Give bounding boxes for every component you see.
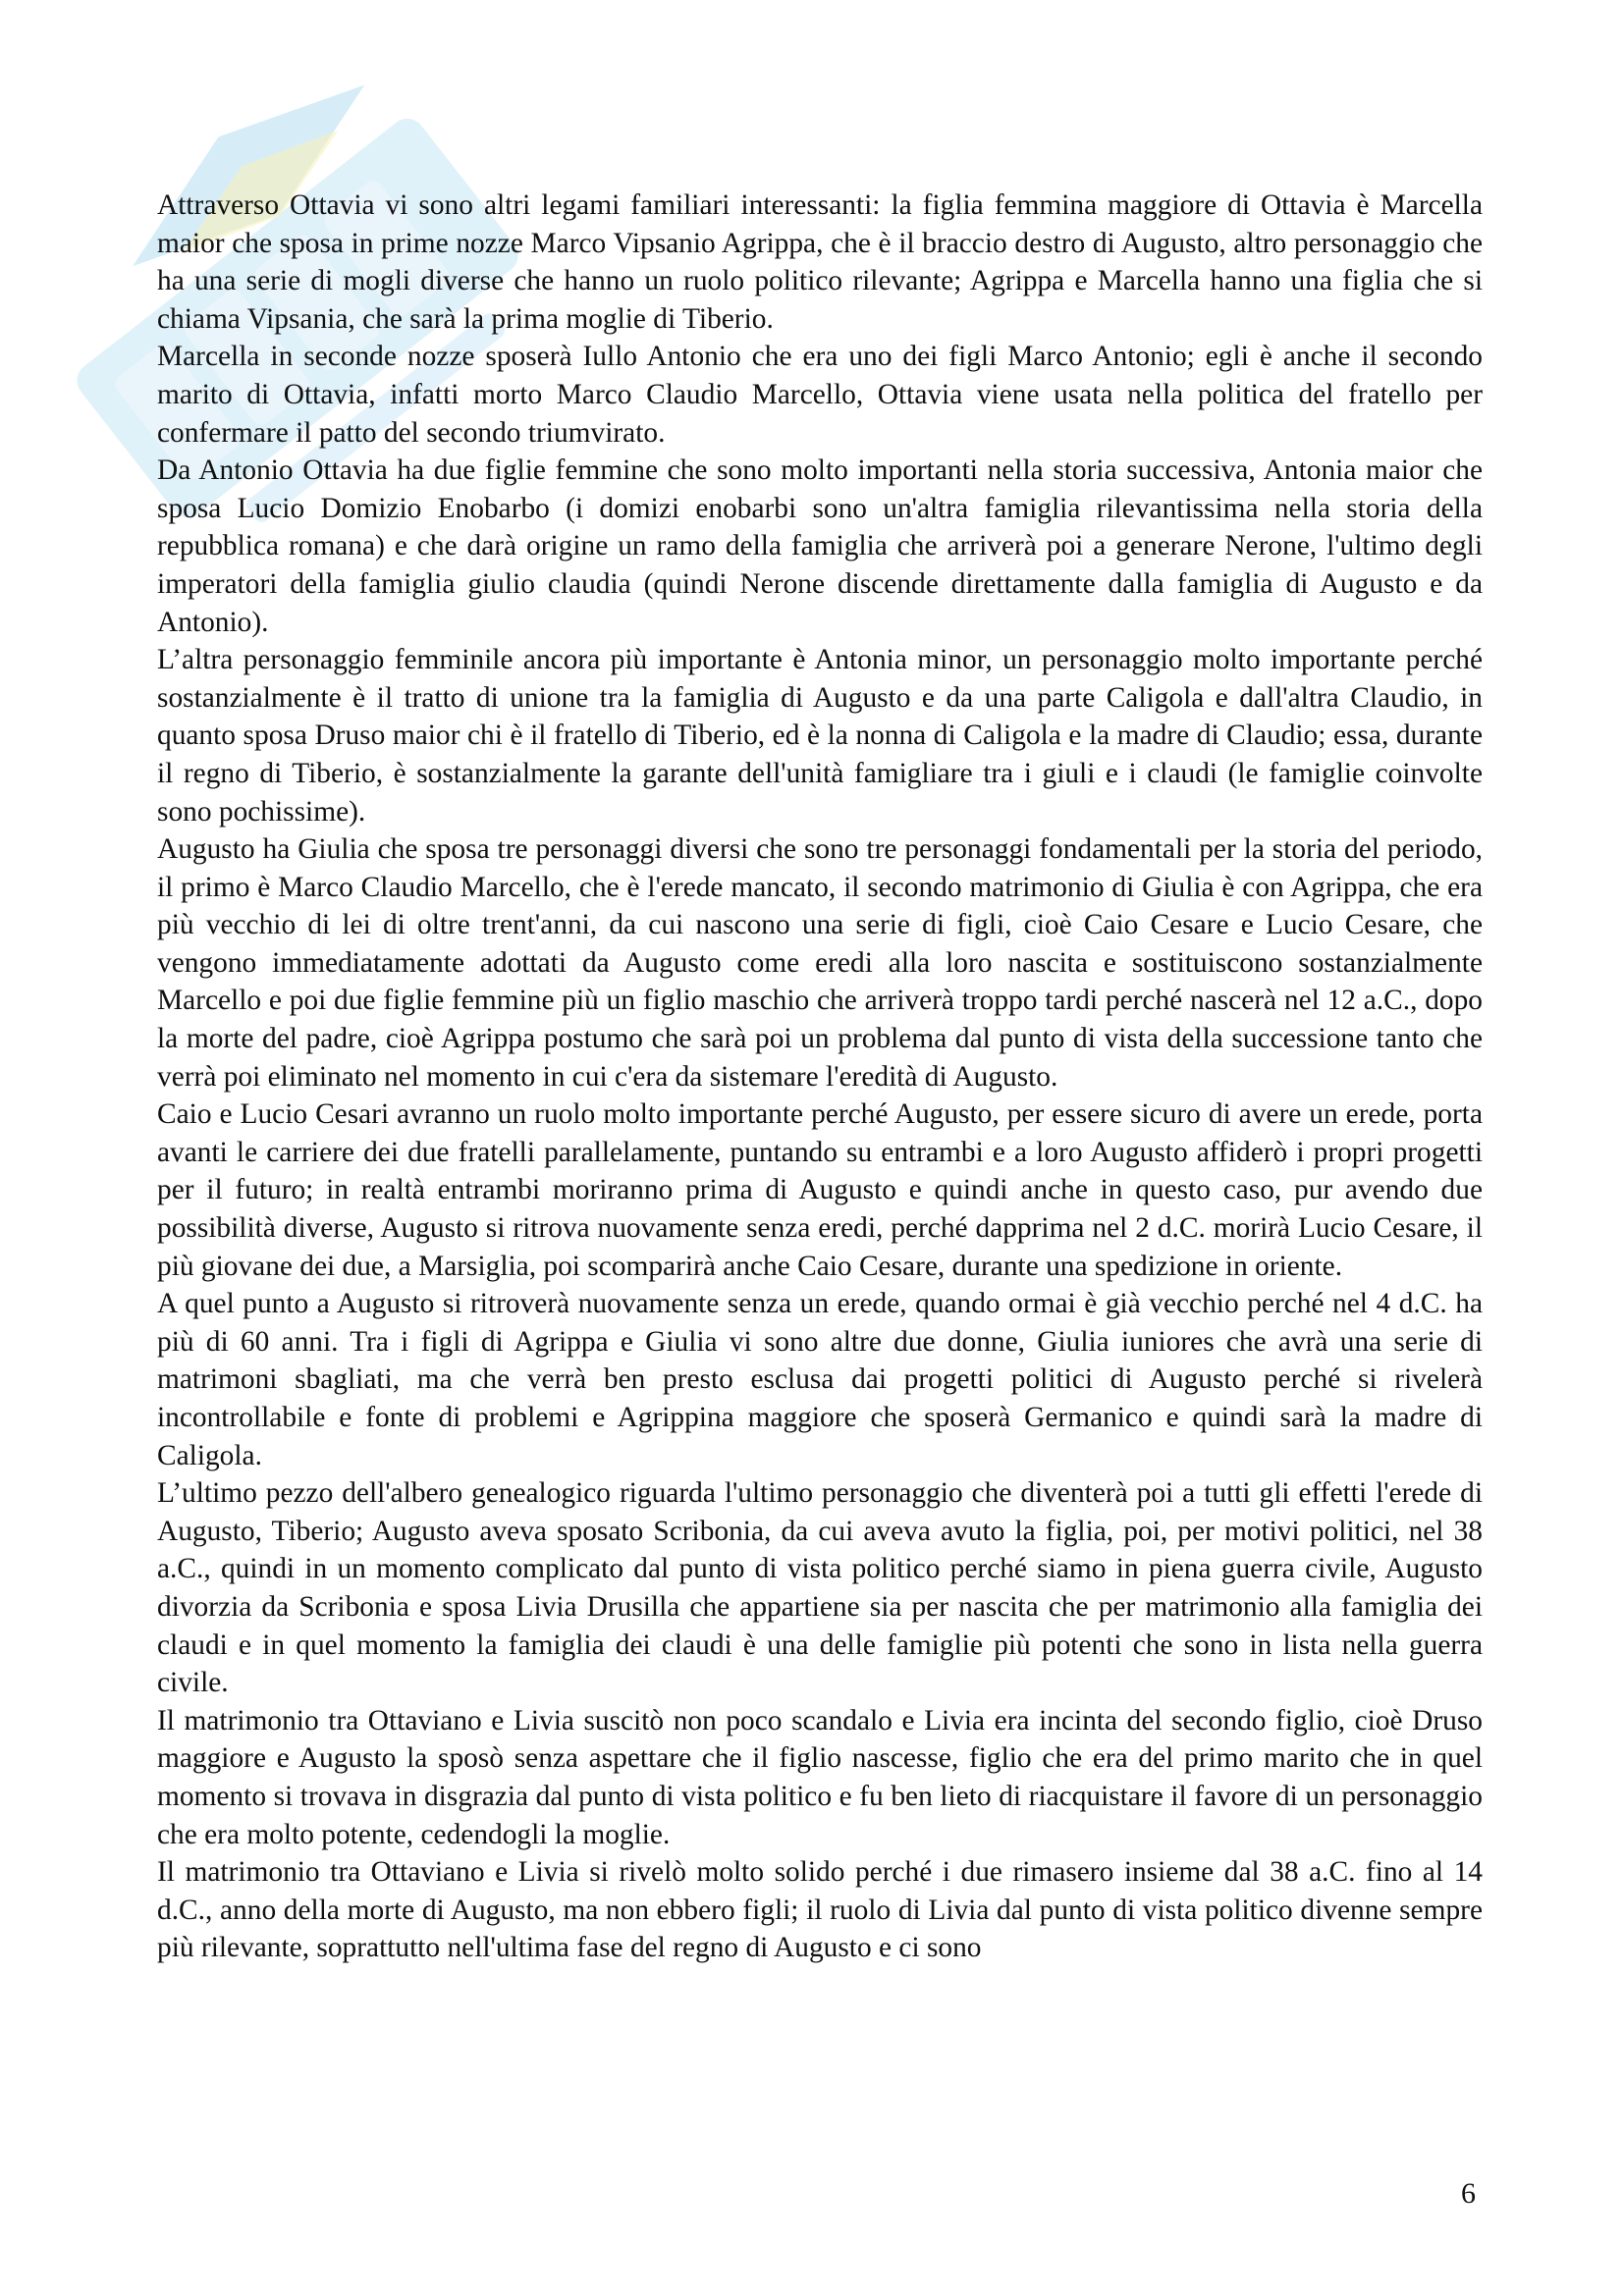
paragraph: Caio e Lucio Cesari avranno un ruolo molto importante perché Augusto, per essere sicuro di avere un erede, porta avanti le carriere dei due fratelli parallelamente, puntando su entrambi e a loro Augusto affiderò i propri progetti per il futuro; in realtà entrambi moriranno prima di Augusto e quindi anche in questo caso, pur avendo due possibilità diverse, Augusto si ritrova nuovamente senza eredi, perché dapprima nel 2 d.C. morirà Lucio Cesare, il più giovane dei due, a Marsiglia, poi scomparirà anche Caio Cesare, durante una spedizione in oriente. bbox=[157, 1098, 1483, 1282]
paragraph: Augusto ha Giulia che sposa tre personaggi diversi che sono tre personaggi fondamentali per la storia del periodo, il primo è Marco Claudio Marcello, che è l'erede mancato, il secondo matrimonio di Giulia è con Agrippa, che era più vecchio di lei di oltre trent'anni, da cui nascono una serie di figli, cioè Caio Cesare e Lucio Cesare, che vengono immediatamente adottati da Augusto come eredi alla loro nascita e sostituiscono sostanzialmente Marcello e poi due figlie femmine più un figlio maschio che arriverà troppo tardi perché nascerà nel 12 a.C., dopo la morte del padre, cioè Agrippa postumo che sarà poi un problema dal punto di vista della successione tanto che verrà poi eliminato nel momento in cui c'era da sistemare l'eredità di Augusto. bbox=[157, 833, 1483, 1093]
paragraph: Da Antonio Ottavia ha due figlie femmine che sono molto importanti nella storia successiva, Antonia maior che sposa Lucio Domizio Enobarbo (i domizi enobarbi sono un'altra famiglia rilevantissima nella storia della repubblica romana) e che darà origine un ramo della famiglia che arriverà poi a generare Nerone, l'ultimo degli imperatori della famiglia giulio claudia (quindi Nerone discende direttamente dalla famiglia di Augusto e da Antonio). bbox=[157, 454, 1483, 638]
paragraph: Marcella in seconde nozze sposerà Iullo Antonio che era uno dei figli Marco Antonio; egli è anche il secondo marito di Ottavia, infatti morto Marco Claudio Marcello, Ottavia viene usata nella politica del fratello per confermare il patto del secondo triumvirato. bbox=[157, 341, 1483, 449]
paragraph: Attraverso Ottavia vi sono altri legami familiari interessanti: la figlia femmina maggiore di Ottavia è Marcella maior che sposa in prime nozze Marco Vipsanio Agrippa, che è il braccio destro di Augusto, altro personaggio che ha una serie di mogli diverse che hanno un ruolo politico rilevante; Agrippa e Marcella hanno una figlia che si chiama Vipsania, che sarà la prima moglie di Tiberio. bbox=[157, 189, 1483, 335]
document-body bbox=[157, 187, 1483, 1967]
paragraph: Il matrimonio tra Ottaviano e Livia si rivelò molto solido perché i due rimasero insieme dal 38 a.C. fino al 14 d.C., anno della morte di Augusto, ma non ebbero figli; il ruolo di Livia dal punto di vista politico divenne sempre più rilevante, soprattutto nell'ultima fase del regno di Augusto e ci sono bbox=[157, 1856, 1483, 1964]
paragraph: L’ultimo pezzo dell'albero genealogico riguarda l'ultimo personaggio che diventerà poi a tutti gli effetti l'erede di Augusto, Tiberio; Augusto aveva sposato Scribonia, da cui aveva avuto la figlia, poi, per motivi politici, nel 38 a.C., quindi in un momento complicato dal punto di vista politico perché siamo in piena guerra civile, Augusto divorzia da Scribonia e sposa Livia Drusilla che appartiene sia per nascita che per matrimonio alla famiglia dei claudi e in quel momento la famiglia dei claudi è una delle famiglie più potenti che sono in lista nella guerra civile. bbox=[157, 1477, 1483, 1699]
paragraph: Il matrimonio tra Ottaviano e Livia suscitò non poco scandalo e Livia era incinta del secondo figlio, cioè Druso maggiore e Augusto la sposò senza aspettare che il figlio nascesse, figlio che era del primo marito che in quel momento si trovava in disgrazia dal punto di vista politico e fu ben lieto di riacquistare il favore di un personaggio che era molto potente, cedendogli la moglie. bbox=[157, 1704, 1483, 1850]
paragraph: A quel punto a Augusto si ritroverà nuovamente senza un erede, quando ormai è già vecchio perché nel 4 d.C. ha più di 60 anni. Tra i figli di Agrippa e Giulia vi sono altre due donne, Giulia iuniores che avrà una serie di matrimoni sbagliati, ma che verrà ben presto esclusa dai progetti politici di Augusto perché si rivelerà incontrollabile e fonte di problemi e Agrippina maggiore che sposerà Germanico e quindi sarà la madre di Caligola. bbox=[157, 1288, 1483, 1471]
page-number: 6 bbox=[1461, 2177, 1476, 2210]
paragraph: L’altra personaggio femminile ancora più importante è Antonia minor, un personaggio molto importante perché sostanzialmente è il tratto di unione tra la famiglia di Augusto e da una parte Caligola e dall'altra Claudio, in quanto sposa Druso maior chi è il fratello di Tiberio, ed è la nonna di Caligola e la madre di Claudio; essa, durante il regno di Tiberio, è sostanzialmente la garante dell'unità famigliare tra i giuli e i claudi (le famiglie coinvolte sono pochissime). bbox=[157, 644, 1483, 828]
